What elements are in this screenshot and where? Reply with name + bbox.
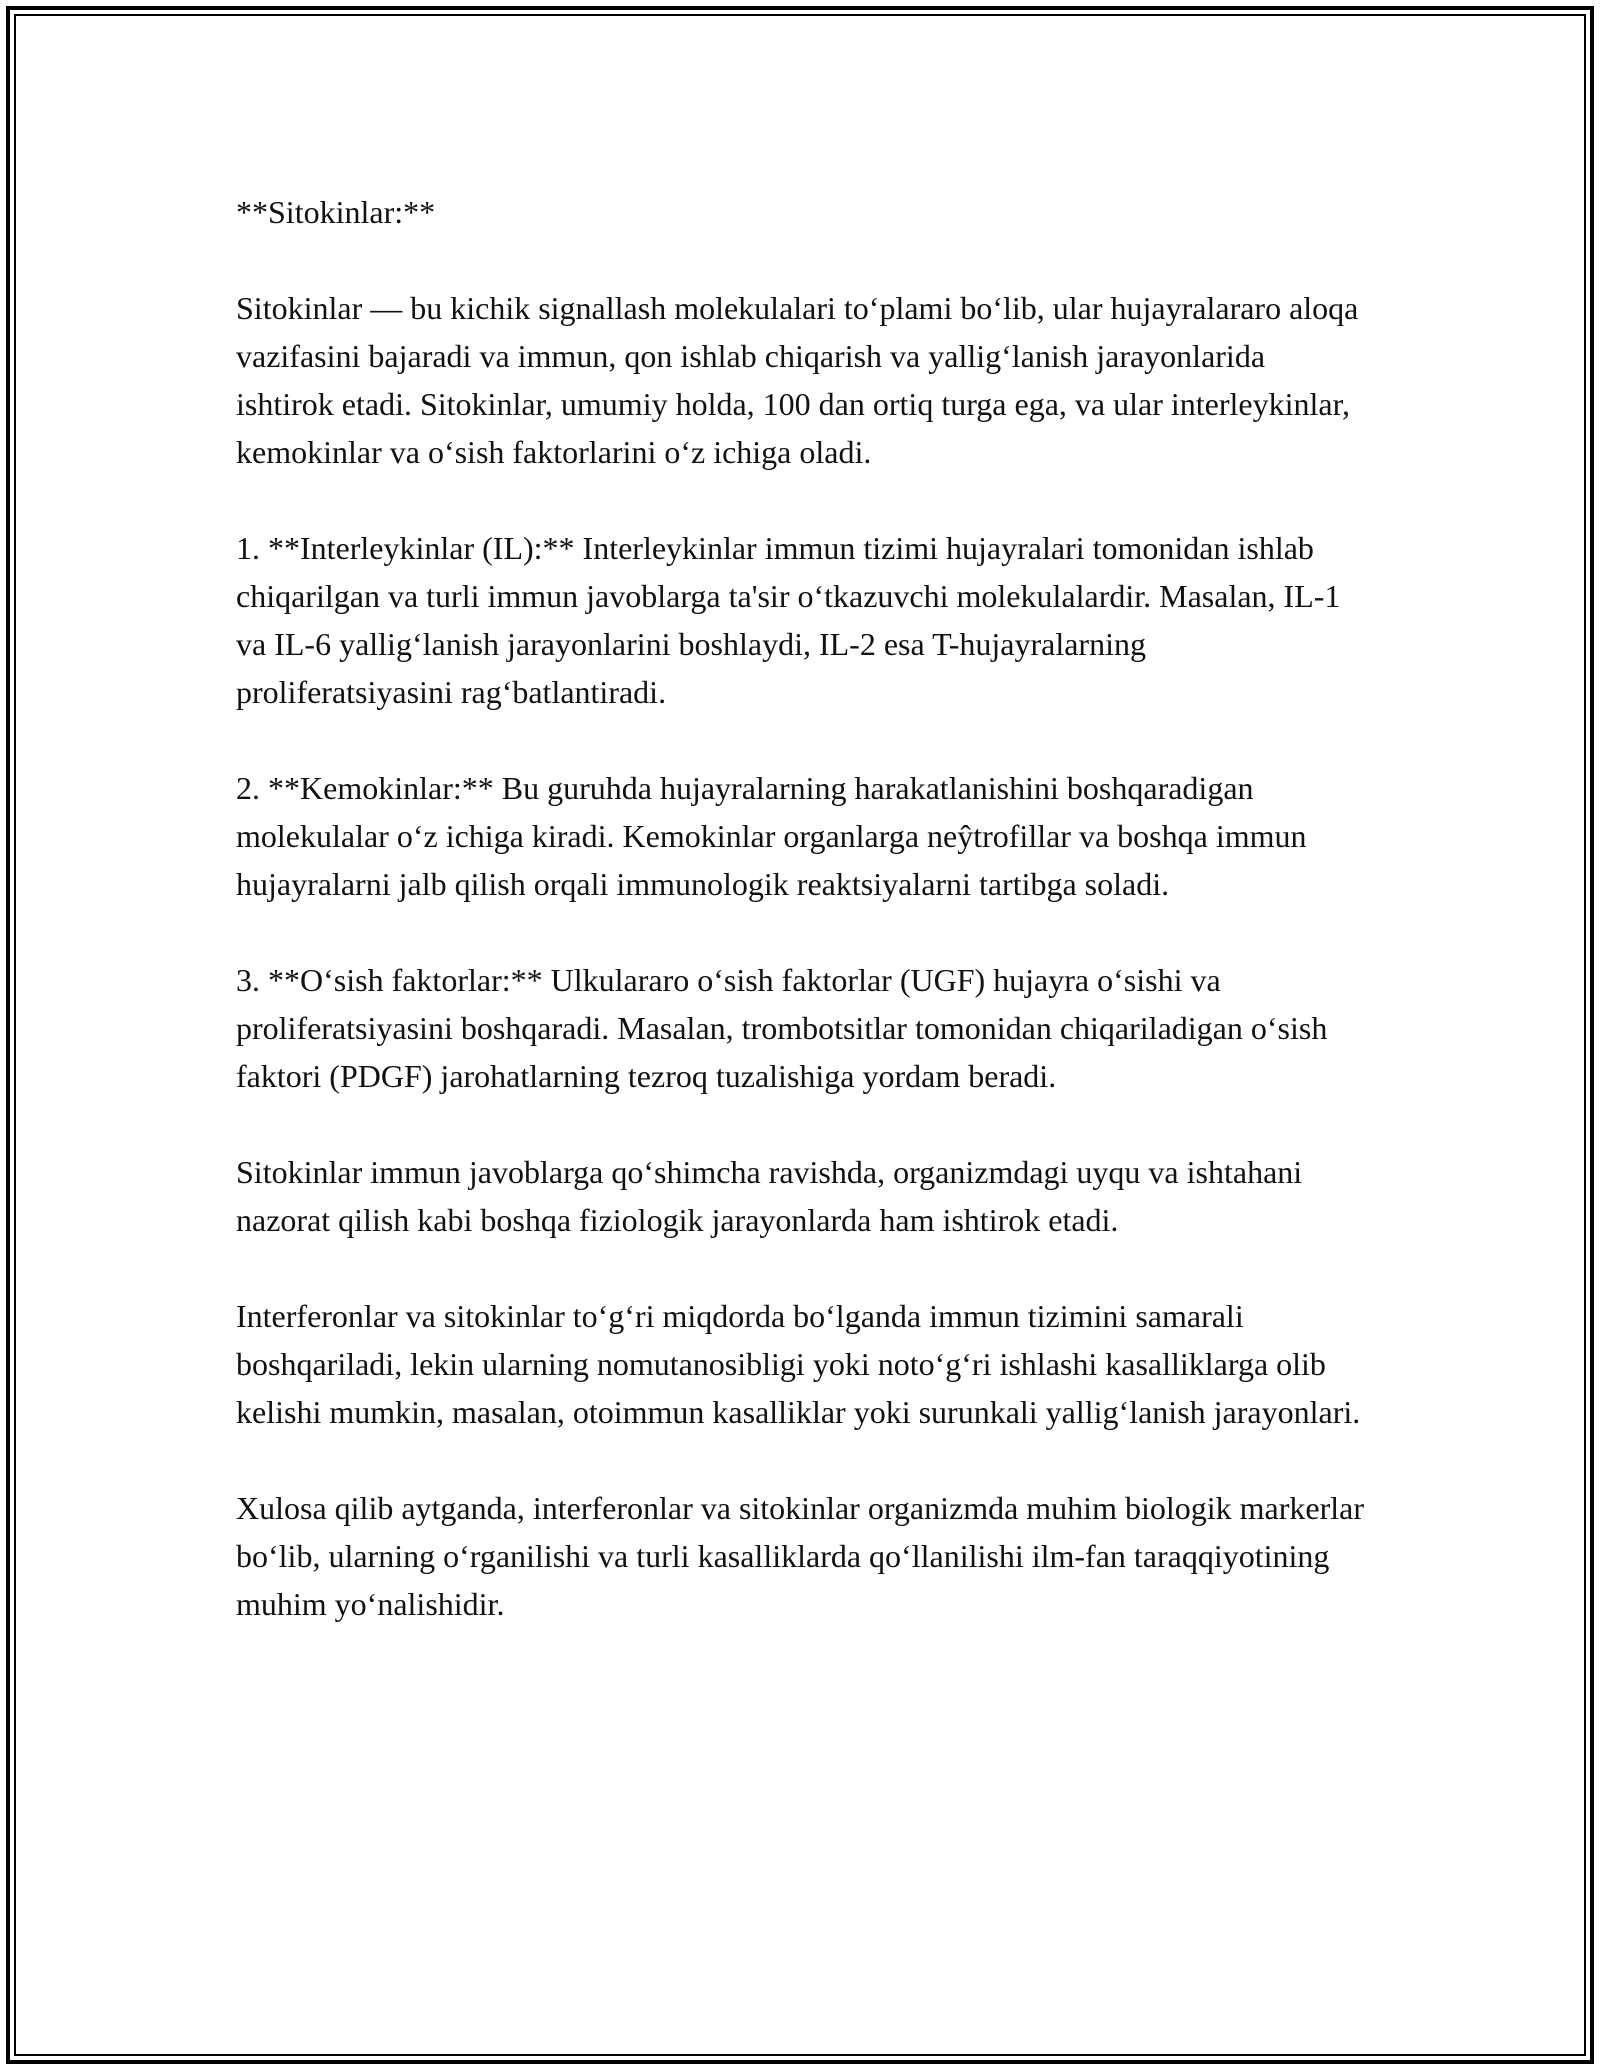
document-heading: **Sitokinlar:**	[236, 194, 436, 230]
growth-factors-paragraph: 3. **O‘sish faktorlar:** Ulkulararo o‘sish faktorlar (UGF) hujayra o‘sishi va proliferatsiyasini boshqaradi. Masalan, trombotsitlar tomonidan chiqariladigan o‘sish faktori (PDGF) jarohatlarning tezroq tuzalishiga yordam beradi.	[236, 962, 1328, 1094]
conclusion-paragraph: Xulosa qilib aytganda, interferonlar va sitokinlar organizmda muhim biologik markerlar bo‘lib, ularning o‘rganilishi va turli kasalliklarda qo‘llanilishi ilm-fan taraqqiyotining muhim yo‘nalishidir.	[236, 1490, 1364, 1622]
document-body	[236, 188, 1366, 1628]
interleukins-paragraph: 1. **Interleykinlar (IL):** Interleykinlar immun tizimi hujayralari tomonidan ishlab chiqarilgan va turli immun javoblarga ta'sir o‘tkazuvchi molekulalardir. Masalan, IL-1 va IL-6 yallig‘lanish jarayonlarini boshlaydi, IL-2 esa T-hujayralarning proliferatsiyasini rag‘batlantiradi.	[236, 530, 1341, 710]
imbalance-paragraph: Interferonlar va sitokinlar to‘g‘ri miqdorda bo‘lganda immun tizimini samarali boshqariladi, lekin ularning nomutanosibligi yoki noto‘g‘ri ishlashi kasalliklarga olib kelishi mumkin, masalan, otoimmun kasalliklar yoki surunkali yallig‘lanish jarayonlari.	[236, 1298, 1361, 1430]
chemokines-paragraph: 2. **Kemokinlar:** Bu guruhda hujayralarning harakatlanishini boshqaradigan molekulalar o‘z ichiga kiradi. Kemokinlar organlarga neŷtrofillar va boshqa immun hujayralarni jalb qilish orqali immunologik reaktsiyalarni tartibga soladi.	[236, 770, 1307, 902]
other-functions-paragraph: Sitokinlar immun javoblarga qo‘shimcha ravishda, organizmdagi uyqu va ishtahani nazorat qilish kabi boshqa fiziologik jarayonlarda ham ishtirok etadi.	[236, 1154, 1303, 1238]
intro-paragraph: Sitokinlar — bu kichik signallash molekulalari to‘plami bo‘lib, ular hujayralararo aloqa vazifasini bajaradi va immun, qon ishlab chiqarish va yallig‘lanish jarayonlarida ishtirok etadi. Sitokinlar, umumiy holda, 100 dan ortiq turga ega, va ular interleykinlar, kemokinlar va o‘sish faktorlarini o‘z ichiga oladi.	[236, 290, 1359, 470]
